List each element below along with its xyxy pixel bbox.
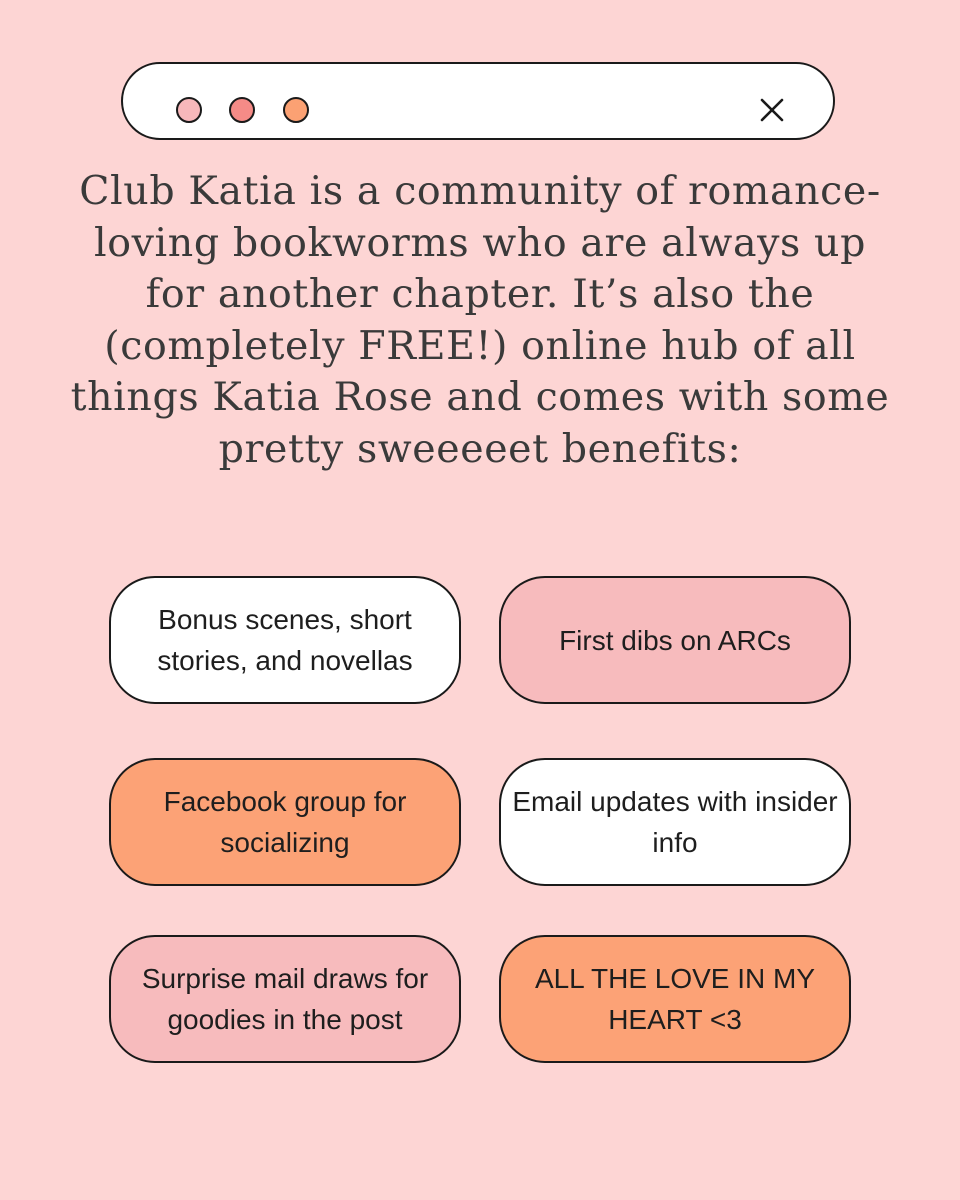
benefit-label: Surprise mail draws for goodies in the post [141,963,429,1035]
benefit-pill-facebook-group [109,758,461,886]
benefit-label: Facebook group for socializing [163,786,407,858]
browser-window-bar [121,62,835,140]
benefit-pill-surprise-mail [109,935,461,1063]
circle-dot-icon[interactable] [176,97,202,123]
benefit-label: Bonus scenes, short stories, and novellas [157,604,413,676]
circle-dot-icon[interactable] [229,97,255,123]
benefit-label: First dibs on ARCs [559,624,791,656]
benefit-pill-all-the-love [499,935,851,1063]
close-icon[interactable] [759,97,785,123]
benefit-label: ALL THE LOVE IN MY HEART <3 [534,963,816,1035]
benefit-pill-email-updates [499,758,851,886]
intro-paragraph: Club Katia is a community of romance-loving bookworms who are always up for another chapter. It’s also the (completely FREE!) online hub of all things Katia Rose and comes with some pretty sweeeeet benefits: [70,168,890,472]
circle-dot-icon[interactable] [283,97,309,123]
benefit-label: Email updates with insider info [512,786,838,858]
benefit-pill-bonus-scenes [109,576,461,704]
benefit-pill-first-dibs [499,576,851,704]
